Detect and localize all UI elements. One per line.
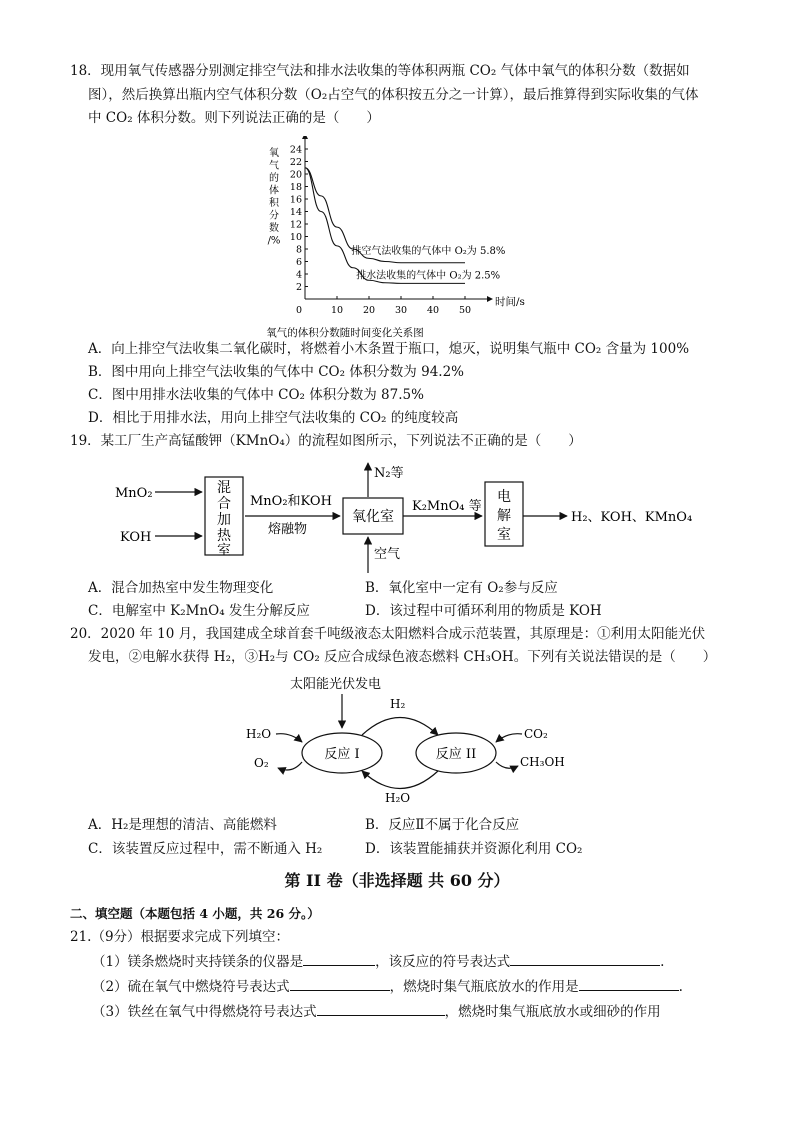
- y-tick-label: 10: [289, 232, 302, 243]
- answer-blank[interactable]: [317, 1001, 445, 1016]
- x-tick-label: 30: [394, 305, 408, 316]
- q20-line2: 发电，②电解水获得 H₂，③H₂与 CO₂ 反应合成绿色液态燃料 CH₃OH。下列有关说法错误的是（ ）: [88, 649, 717, 665]
- box3-char: 室: [497, 527, 511, 543]
- y-label-char: 体: [269, 185, 279, 197]
- q18-option-c: C．图中用排水法收集的气体中 CO₂ 体积分数为 87.5%: [88, 387, 424, 403]
- section-heading: 二、填空题（本题包括 4 小题，共 26 分。）: [70, 906, 320, 921]
- series-label: 排空气法收集的气体中 O₂为 5.8%: [351, 246, 506, 257]
- y-tick-label: 4: [295, 269, 302, 281]
- q19-option-c: C．电解室中 K₂MnO₄ 发生分解反应: [88, 603, 310, 619]
- solar-fuel-diagram: [230, 670, 590, 810]
- q21-sub2-text-c: .: [678, 979, 683, 995]
- h2-top-label: H₂: [390, 697, 406, 711]
- q19-option-a: A．混合加热室中发生物理变化: [88, 580, 274, 596]
- q18-line3: 中 CO₂ 体积分数。则下列说法正确的是（ ）: [88, 110, 380, 126]
- part2-title: 第 II 卷（非选择题 共 60 分）: [284, 871, 510, 890]
- ch3oh-label: CH₃OH: [520, 755, 565, 769]
- q20-line1: 20．2020 年 10 月，我国建成全球首套千吨级液态太阳燃料合成示范装置，其原理是：①利用太阳能光伏: [70, 626, 706, 642]
- series-label: 排水法收集的气体中 O₂为 2.5%: [356, 270, 501, 282]
- flow-output-label: H₂、KOH、KMnO₄: [571, 510, 693, 525]
- y-label-char: 数: [269, 223, 279, 234]
- flow-input-koh: KOH: [120, 530, 152, 545]
- box1-char: 室: [217, 543, 231, 559]
- oxidation-chamber-label: 氧化室: [352, 509, 394, 525]
- y-label-char: 的: [269, 173, 279, 184]
- q18-line2: 图），然后换算出瓶内空气体积分数（O₂占空气的体积按五分之一计算），最后推算得到实际收集的气体: [88, 87, 699, 103]
- x-tick-label: 50: [458, 305, 472, 316]
- flow-mid-sub-label: 熔融物: [268, 522, 308, 537]
- co2-label: CO₂: [524, 727, 548, 741]
- q21-sub1: [92, 951, 664, 974]
- h2o-left-label: H₂O: [246, 727, 272, 741]
- answer-blank[interactable]: [303, 951, 375, 966]
- q21-sub3-text-a: （3）铁丝在氧气中得燃烧符号表达式: [92, 1004, 317, 1020]
- q18-option-a: A．向上排空气法收集二氧化碳时，将燃着小木条置于瓶口，熄灭，说明集气瓶中 CO₂ 含量为 100%: [88, 341, 690, 357]
- q21-sub2-text-b: ，燃烧时集气瓶底放水的作用是: [389, 979, 579, 995]
- answer-blank[interactable]: [579, 976, 679, 991]
- y-tick-label: 16: [289, 194, 302, 206]
- reaction-1-label: 反应 I: [324, 747, 360, 762]
- box1-char: 热: [217, 528, 231, 544]
- x-tick-label: 10: [330, 305, 344, 316]
- y-tick-label: 2: [295, 282, 302, 293]
- y-axis-arrow: [302, 136, 308, 139]
- y-tick-label: 20: [289, 169, 302, 181]
- q21-sub2: [92, 976, 683, 999]
- y-label-char: 积: [269, 198, 279, 209]
- y-tick-label: 22: [289, 157, 302, 168]
- kmno4-flow-diagram: [100, 455, 700, 580]
- q21-sub1-text-c: .: [660, 954, 665, 970]
- y-tick-label: 12: [289, 219, 302, 231]
- y-tick-label: 14: [289, 207, 302, 218]
- x-axis-arrow: [487, 296, 493, 302]
- q21-sub3-text-b: ，燃烧时集气瓶底放水或细砂的作用: [444, 1004, 661, 1020]
- box1-char: 混: [217, 480, 231, 496]
- y-tick-label: 6: [295, 257, 302, 268]
- answer-blank[interactable]: [510, 951, 660, 966]
- solar-label: 太阳能光伏发电: [290, 677, 382, 692]
- series-line: [305, 168, 465, 284]
- box1-char: 加: [217, 512, 231, 528]
- y-label-char: 分: [269, 210, 279, 222]
- x-tick-label: 40: [426, 305, 440, 316]
- q21-heading: 21.（9分）根据要求完成下列填空：: [70, 929, 290, 945]
- y-label-char: /%: [267, 235, 281, 247]
- y-label-char: 氧: [269, 148, 279, 159]
- q18-option-b: B．图中用向上排空气法收集的气体中 CO₂ 体积分数为 94.2%: [88, 364, 464, 380]
- q19-option-b: B．氧化室中一定有 O₂参与反应: [365, 580, 558, 596]
- q20-option-a: A．H₂是理想的清洁、高能燃料: [88, 817, 277, 833]
- q20-option-d: D．该装置能捕获并资源化利用 CO₂: [365, 841, 583, 857]
- q21-sub1-text-b: ，该反应的符号表达式: [375, 954, 511, 970]
- flow-k2mno4-label: K₂MnO₄ 等: [412, 499, 482, 514]
- box3-char: 解: [497, 508, 511, 524]
- x-tick-label: 20: [362, 305, 376, 316]
- answer-blank[interactable]: [290, 976, 390, 991]
- q19-option-d: D．该过程中可循环利用的物质是 KOH: [365, 603, 602, 619]
- y-tick-label: 18: [289, 182, 302, 193]
- y-tick-label: 8: [295, 244, 302, 256]
- flow-air-label: 空气: [374, 547, 401, 562]
- q21-sub2-text-a: （2）硫在氧气中燃烧符号表达式: [92, 979, 290, 995]
- reaction-2-label: 反应 II: [435, 747, 477, 762]
- o2-label: O₂: [254, 756, 269, 770]
- box3-char: 电: [497, 489, 511, 505]
- flow-n2-label: N₂等: [374, 466, 404, 481]
- h2o-bottom-label: H₂O: [385, 791, 411, 805]
- x-tick-label: 0: [295, 305, 303, 316]
- q19-line1: 19．某工厂生产高锰酸钾（KMnO₄）的流程如图所示，下列说法不正确的是（ ）: [70, 433, 582, 449]
- flow-input-mno2: MnO₂: [115, 486, 153, 501]
- oxygen-chart: [260, 136, 530, 341]
- flow-mid-label: MnO₂和KOH: [250, 494, 332, 509]
- chart-title: 氧气的体积分数随时间变化关系图: [266, 327, 424, 339]
- y-tick-label: 24: [289, 144, 302, 156]
- q21-sub3: [92, 1001, 661, 1024]
- y-label-char: 气: [269, 160, 279, 172]
- box1-char: 合: [217, 496, 231, 512]
- q20-option-c: C．该装置反应过程中，需不断通入 H₂: [88, 841, 323, 857]
- q21-sub1-text-a: （1）镁条燃烧时夹持镁条的仪器是: [92, 954, 304, 970]
- q18-option-d: D．相比于用排水法，用向上排空气法收集的 CO₂ 的纯度较高: [88, 410, 459, 426]
- x-axis-label: 时间/s: [495, 296, 525, 308]
- q18-line1: 18．现用氧气传感器分别测定排空气法和排水法收集的等体积两瓶 CO₂ 气体中氧气的体积分数（数据如: [70, 63, 690, 79]
- q20-option-b: B．反应Ⅱ不属于化合反应: [365, 817, 520, 833]
